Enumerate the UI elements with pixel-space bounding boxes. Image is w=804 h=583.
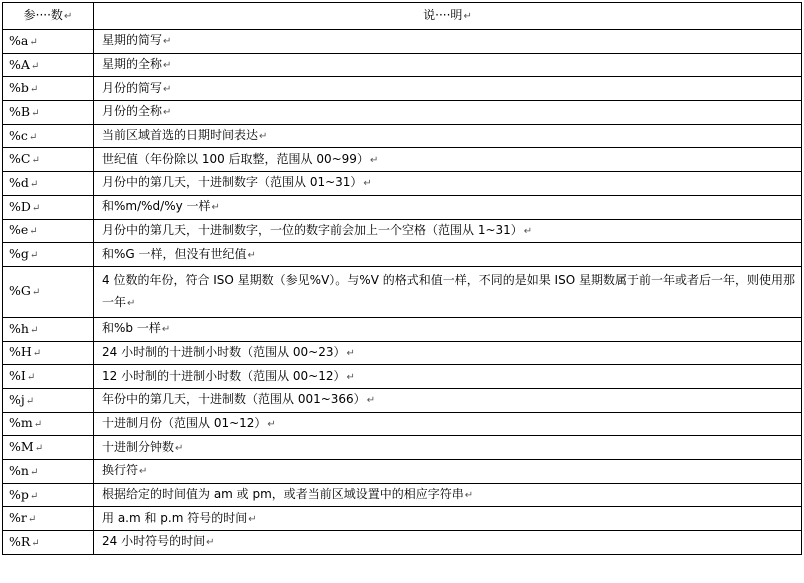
param-text: %B (9, 103, 31, 119)
param-text: %h (9, 320, 29, 336)
desc-text: 月份中的第几天，十进制数字，一位的数字前会加上一个空格（范围从 1~31） (102, 222, 523, 237)
param-cell (3, 124, 94, 148)
desc-text: 月份中的第几天，十进制数字（范围从 01~31） (102, 175, 363, 190)
table-row (3, 388, 802, 412)
param-text: %e (9, 222, 29, 238)
desc-cell (94, 483, 802, 507)
desc-cell (94, 531, 802, 555)
desc-text: 年份中的第几天，十进制数（范围从 001~366） (102, 392, 366, 407)
param-text: %I (9, 368, 26, 384)
paragraph-mark-icon: ↵ (29, 490, 39, 502)
param-text: %c (9, 127, 28, 143)
paragraph-mark-icon: ↵ (29, 250, 39, 262)
table-row (3, 460, 802, 484)
param-text: %R (9, 533, 31, 549)
desc-cell (94, 388, 802, 412)
paragraph-mark-icon: ↵ (369, 154, 379, 166)
paragraph-mark-icon: ↵ (30, 60, 40, 72)
table-row (3, 219, 802, 243)
paragraph-mark-icon: ↵ (34, 443, 44, 455)
param-cell (3, 30, 94, 54)
paragraph-mark-icon: ↵ (29, 466, 39, 478)
desc-cell (94, 77, 802, 101)
table-row (3, 243, 802, 267)
paragraph-mark-icon: ↵ (29, 36, 38, 48)
table-row (3, 53, 802, 77)
desc-cell (94, 317, 802, 341)
table-row (3, 148, 802, 172)
paragraph-mark-icon: ↵ (175, 442, 184, 454)
desc-cell (94, 148, 802, 172)
table-row (3, 30, 802, 54)
param-cell (3, 388, 94, 412)
param-text: %g (9, 246, 29, 262)
paragraph-mark-icon: ↵ (31, 107, 40, 119)
param-cell (3, 483, 94, 507)
desc-cell (94, 195, 802, 219)
desc-text: 月份的简写 (102, 80, 163, 95)
paragraph-mark-icon: ↵ (163, 83, 172, 95)
desc-text: 用 a.m 和 p.m 符号的时间 (102, 510, 248, 525)
param-cell (3, 317, 94, 341)
paragraph-mark-icon: ↵ (206, 537, 215, 549)
paragraph-mark-icon: ↵ (31, 537, 40, 549)
paragraph-mark-icon: ↵ (33, 419, 43, 431)
desc-text: 换行符 (102, 463, 139, 478)
param-cell (3, 460, 94, 484)
desc-cell (94, 341, 802, 365)
table-row (3, 483, 802, 507)
table-row (3, 365, 802, 389)
desc-text: 4 位数的年份，符合 ISO 星期数（参见%V）。与%V 的格式和值一样，不同的是如果 ISO 星期数属于前一年或者后一年，则使用那一年 (102, 272, 795, 309)
paragraph-mark-icon: ↵ (29, 84, 39, 96)
desc-text: 和%b 一样 (102, 321, 161, 336)
desc-text: 和%m/%d/%y 一样 (102, 199, 211, 214)
desc-text: 当前区域首选的日期时间表达 (102, 128, 259, 143)
desc-cell (94, 30, 802, 54)
table-row (3, 531, 802, 555)
paragraph-mark-icon: ↵ (363, 178, 372, 190)
param-cell (3, 266, 94, 317)
header-desc (94, 3, 802, 30)
paragraph-mark-icon: ↵ (247, 249, 256, 261)
desc-text: 十进制分钟数 (102, 439, 175, 454)
format-parameter-table (2, 2, 802, 555)
param-cell (3, 436, 94, 460)
table-row (3, 124, 802, 148)
paragraph-mark-icon: ↵ (29, 324, 39, 336)
paragraph-mark-icon: ↵ (26, 372, 36, 384)
param-cell (3, 77, 94, 101)
paragraph-mark-icon: ↵ (163, 107, 172, 119)
paragraph-mark-icon: ↵ (161, 324, 171, 336)
param-text: %C (9, 151, 31, 167)
desc-text: 月份的全称 (102, 104, 163, 119)
table-row (3, 507, 802, 531)
desc-cell (94, 219, 802, 243)
param-cell (3, 365, 94, 389)
param-text: %r (9, 510, 27, 526)
desc-text: 十进制月份（范围从 01~12） (102, 415, 267, 430)
desc-cell (94, 436, 802, 460)
paragraph-mark-icon: ↵ (25, 395, 35, 407)
desc-text: 世纪值（年份除以 100 后取整，范围从 00~99） (102, 151, 369, 166)
param-cell (3, 195, 94, 219)
table-row (3, 436, 802, 460)
param-cell (3, 148, 94, 172)
paragraph-mark-icon: ↵ (346, 347, 355, 359)
table-row (3, 317, 802, 341)
header-param-label: 参····数 (23, 8, 63, 22)
param-text: %m (9, 415, 33, 431)
param-text: %G (9, 283, 31, 299)
paragraph-mark-icon: ↵ (28, 131, 38, 143)
desc-text: 24 小时符号的时间 (102, 534, 206, 549)
desc-cell (94, 507, 802, 531)
param-cell (3, 101, 94, 125)
table-row (3, 195, 802, 219)
desc-text: 星期的简写 (102, 33, 163, 48)
desc-cell (94, 101, 802, 125)
paragraph-mark-icon: ↵ (31, 287, 41, 299)
paragraph-mark-icon: ↵ (127, 297, 136, 309)
param-cell (3, 172, 94, 196)
param-text: %M (9, 439, 34, 455)
desc-cell (94, 172, 802, 196)
table-row (3, 412, 802, 436)
paragraph-mark-icon: ↵ (259, 131, 268, 143)
param-cell (3, 507, 94, 531)
desc-cell (94, 243, 802, 267)
param-text: %A (9, 56, 30, 72)
param-text: %a (9, 32, 29, 48)
desc-text: 根据给定的时间值为 am 或 pm，或者当前区域设置中的相应字符串 (102, 487, 464, 502)
paragraph-mark-icon: ↵ (366, 395, 376, 407)
table-row (3, 341, 802, 365)
param-text: %D (9, 198, 31, 214)
header-desc-label: 说····明 (423, 8, 463, 22)
paragraph-mark-icon: ↵ (248, 513, 257, 525)
paragraph-mark-icon: ↵ (163, 60, 172, 72)
param-cell (3, 53, 94, 77)
param-cell (3, 219, 94, 243)
header-param (3, 3, 94, 30)
paragraph-mark-icon: ↵ (31, 155, 40, 167)
table-row (3, 77, 802, 101)
paragraph-mark-icon: ↵ (139, 466, 148, 478)
desc-cell (94, 266, 802, 317)
paragraph-mark-icon: ↵ (523, 225, 533, 237)
desc-text: 24 小时制的十进制小时数（范围从 00~23） (102, 344, 346, 359)
desc-cell (94, 412, 802, 436)
table-row (3, 172, 802, 196)
param-text: %p (9, 486, 29, 502)
param-cell (3, 243, 94, 267)
param-text: %j (9, 391, 25, 407)
param-text: %b (9, 80, 29, 96)
desc-text: 12 小时制的十进制小时数（范围从 00~12） (102, 368, 346, 383)
desc-text: 星期的全称 (102, 57, 163, 72)
paragraph-mark-icon: ↵ (211, 202, 220, 214)
desc-text: 和%G 一样，但没有世纪值 (102, 246, 247, 261)
paragraph-mark-icon: ↵ (31, 202, 41, 214)
table-header-row (3, 3, 802, 30)
param-cell (3, 531, 94, 555)
param-text: %n (9, 462, 29, 478)
desc-cell (94, 365, 802, 389)
param-text: %d (9, 174, 29, 190)
desc-cell (94, 53, 802, 77)
table-row (3, 101, 802, 125)
param-cell (3, 341, 94, 365)
paragraph-mark-icon: ↵ (29, 226, 38, 238)
paragraph-mark-icon: ↵ (27, 514, 37, 526)
desc-cell (94, 460, 802, 484)
desc-cell (94, 124, 802, 148)
paragraph-mark-icon: ↵ (63, 11, 73, 22)
table-row (3, 266, 802, 317)
param-cell (3, 412, 94, 436)
paragraph-mark-icon: ↵ (464, 490, 474, 502)
paragraph-mark-icon: ↵ (163, 36, 172, 48)
paragraph-mark-icon: ↵ (32, 348, 42, 360)
paragraph-mark-icon: ↵ (346, 371, 355, 383)
paragraph-mark-icon: ↵ (267, 418, 276, 430)
param-text: %H (9, 344, 32, 360)
paragraph-mark-icon: ↵ (29, 178, 39, 190)
paragraph-mark-icon: ↵ (463, 11, 472, 22)
